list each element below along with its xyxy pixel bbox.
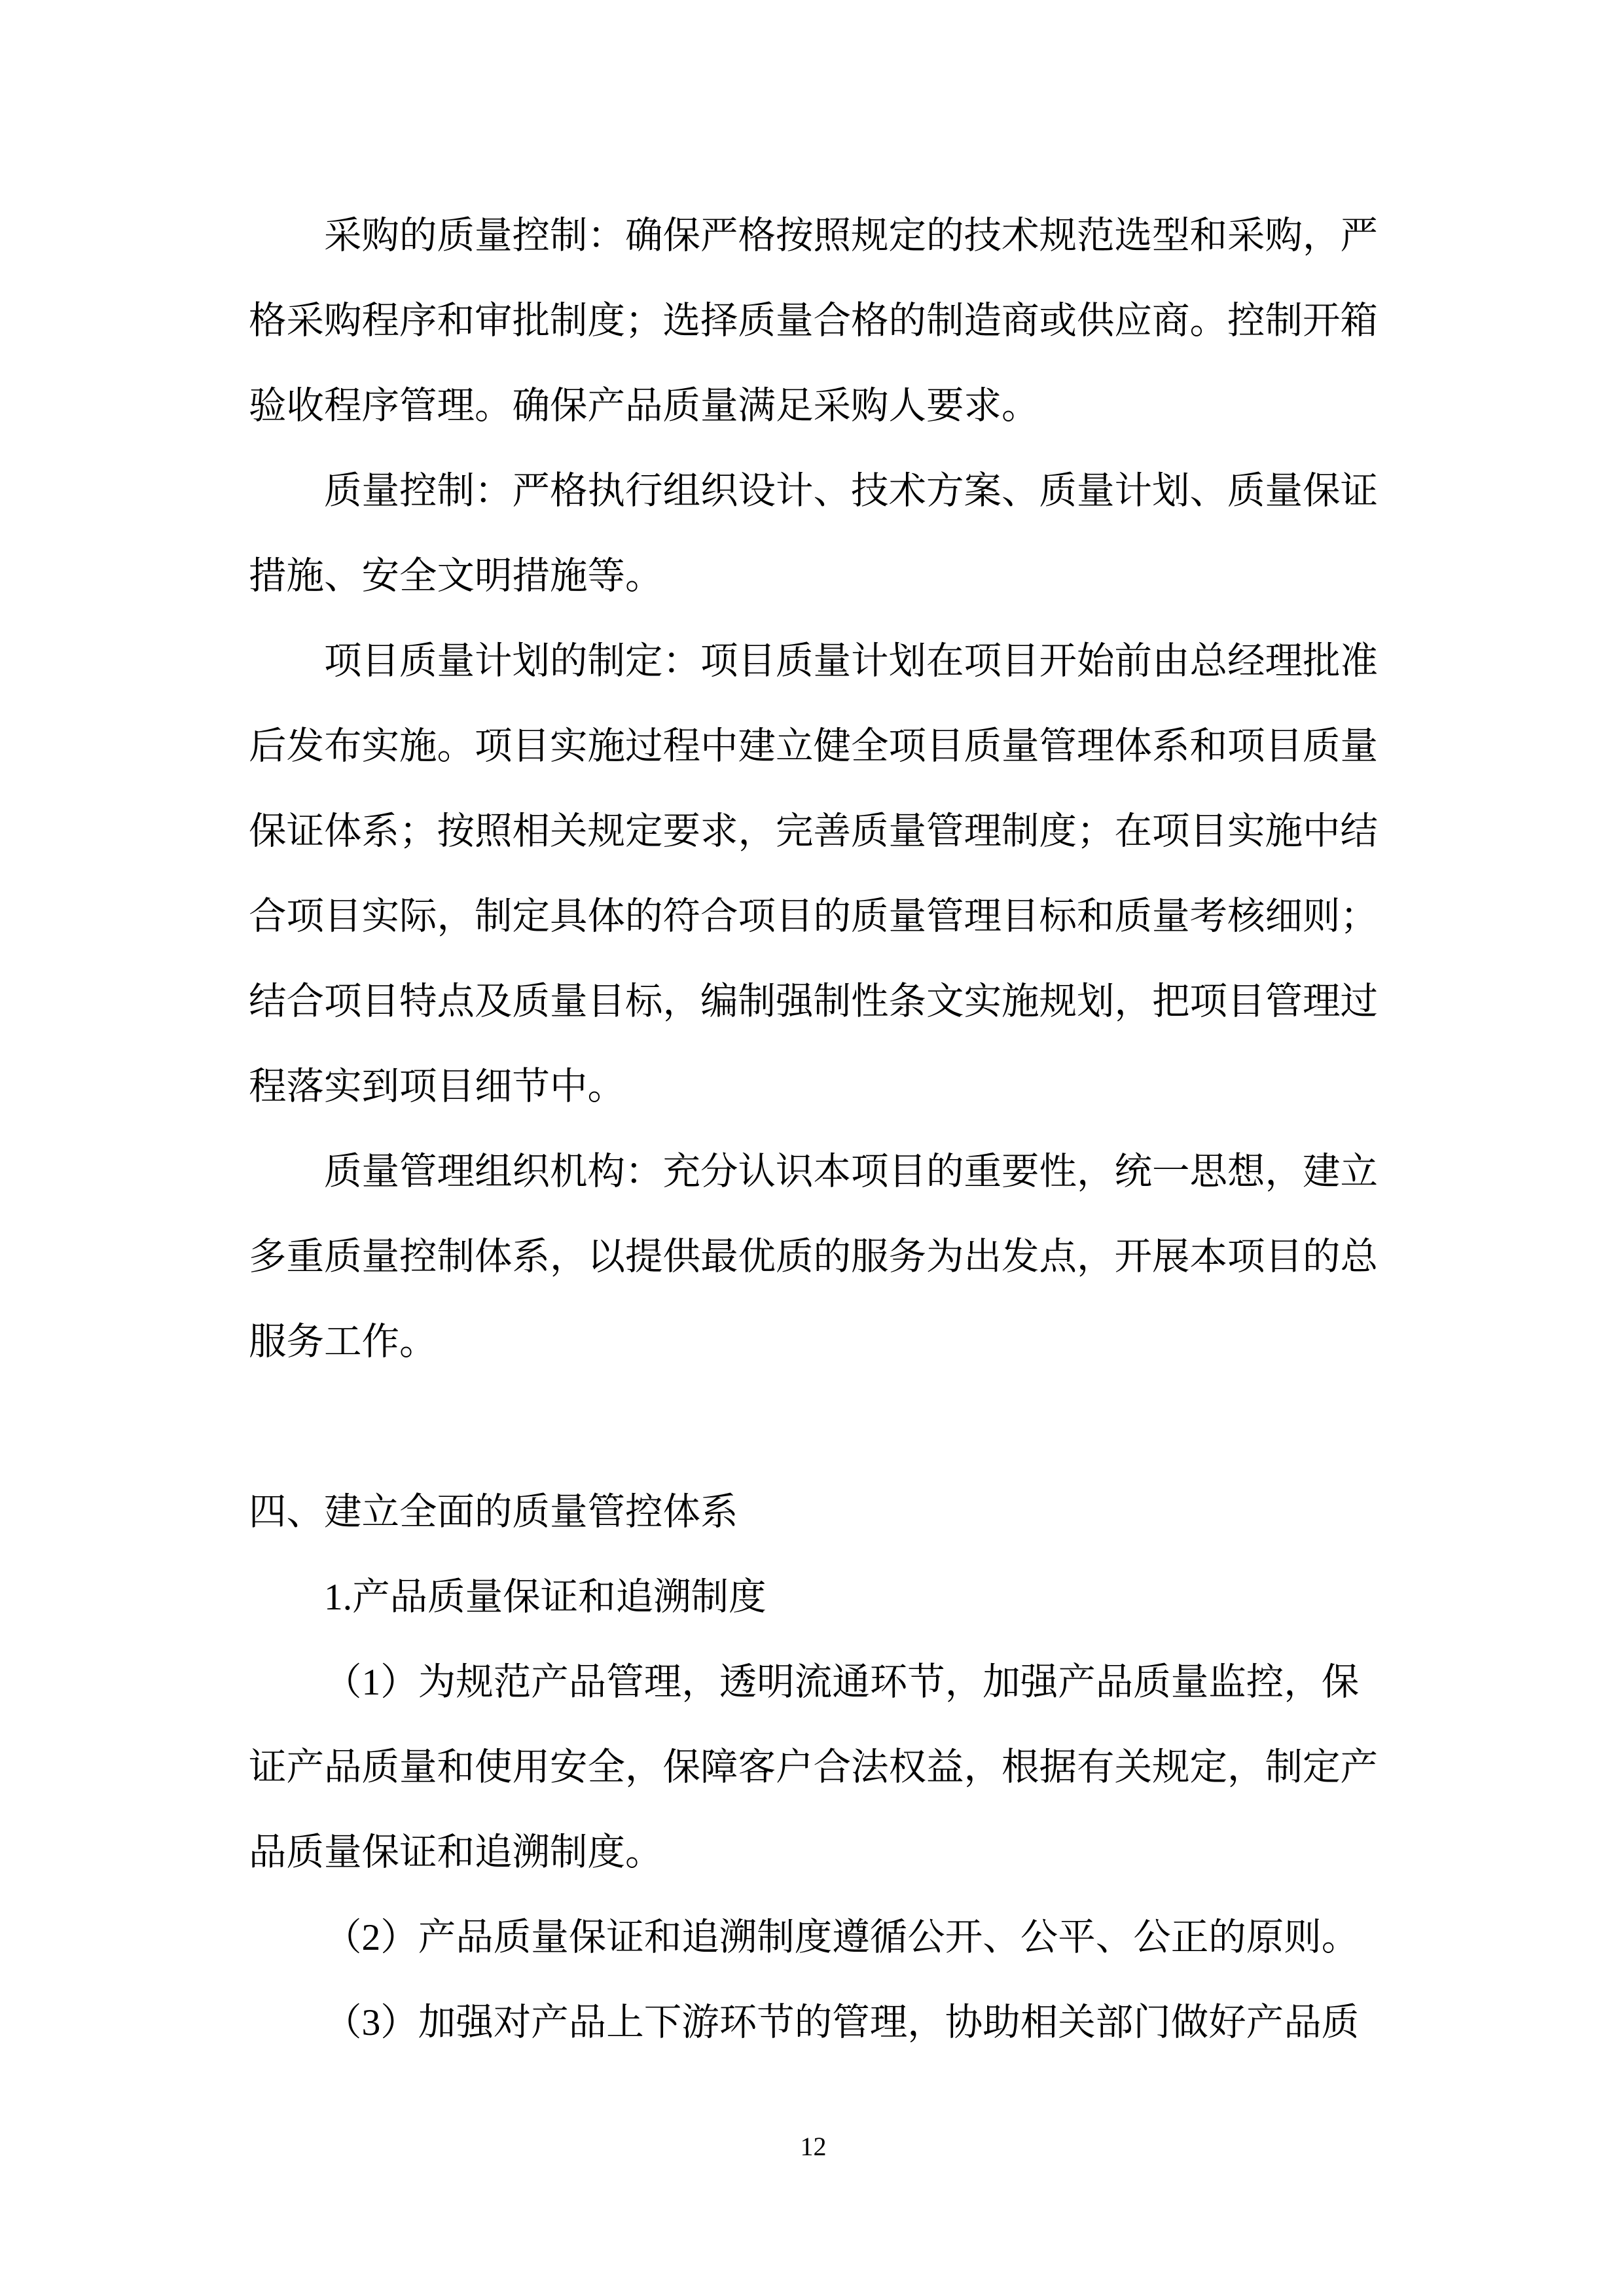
text-line: 1.产品质量保证和追溯制度 (324, 1577, 767, 1618)
document-body (249, 194, 1378, 2066)
paragraph (249, 1981, 1378, 2066)
text-line: 验收程序管理。确保产品质量满足采购人要求。 (249, 386, 1039, 427)
text-line: 品质量保证和追溯制度。 (249, 1832, 663, 1873)
page-number: 12 (800, 2132, 827, 2161)
text-line: 后发布实施。项目实施过程中建立健全项目质量管理体系和项目质量 (249, 726, 1378, 767)
text-line: 保证体系；按照相关规定要求，完善质量管理制度；在项目实施中结 (249, 811, 1378, 852)
section-heading (249, 1470, 1378, 1555)
text-line: （1）为规范产品管理，透明流通环节，加强产品质量监控，保 (324, 1662, 1360, 1703)
paragraph (249, 1130, 1378, 1385)
text-line: 质量控制：严格执行组织设计、技术方案、质量计划、质量保证 (324, 471, 1378, 512)
text-line: 程落实到项目细节中。 (249, 1066, 625, 1107)
paragraph (249, 619, 1378, 1130)
text-line: 格采购程序和审批制度；选择质量合格的制造商或供应商。控制开箱 (249, 300, 1378, 342)
text-line: 采购的质量控制：确保严格按照规定的技术规范选型和采购，严 (324, 215, 1378, 257)
blank-line (249, 1385, 1378, 1470)
text-line: （3）加强对产品上下游环节的管理，协助相关部门做好产品质 (324, 2002, 1360, 2043)
paragraph (249, 1555, 1378, 1640)
text-line: 四、建立全面的质量管控体系 (249, 1492, 738, 1533)
text-line: 结合项目特点及质量目标，编制强制性条文实施规划，把项目管理过 (249, 981, 1378, 1022)
text-line: 项目质量计划的制定：项目质量计划在项目开始前由总经理批准 (324, 641, 1378, 682)
paragraph (249, 1640, 1378, 1895)
text-line: 措施、安全文明措施等。 (249, 556, 663, 597)
text-line (249, 1385, 1378, 1470)
text-line: 多重质量控制体系，以提供最优质的服务为出发点，开展本项目的总 (249, 1236, 1378, 1278)
text-line: 证产品质量和使用安全，保障客户合法权益，根据有关规定，制定产 (249, 1747, 1378, 1788)
paragraph (249, 194, 1378, 449)
paragraph (249, 1895, 1378, 1981)
text-line: 合项目实际，制定具体的符合项目的质量管理目标和质量考核细则； (249, 896, 1378, 937)
text-line: 服务工作。 (249, 1321, 437, 1363)
paragraph (249, 449, 1378, 619)
text-line: 质量管理组织机构：充分认识本项目的重要性，统一思想，建立 (324, 1151, 1378, 1193)
text-line: （2）产品质量保证和追溯制度遵循公开、公平、公正的原则。 (324, 1917, 1360, 1958)
